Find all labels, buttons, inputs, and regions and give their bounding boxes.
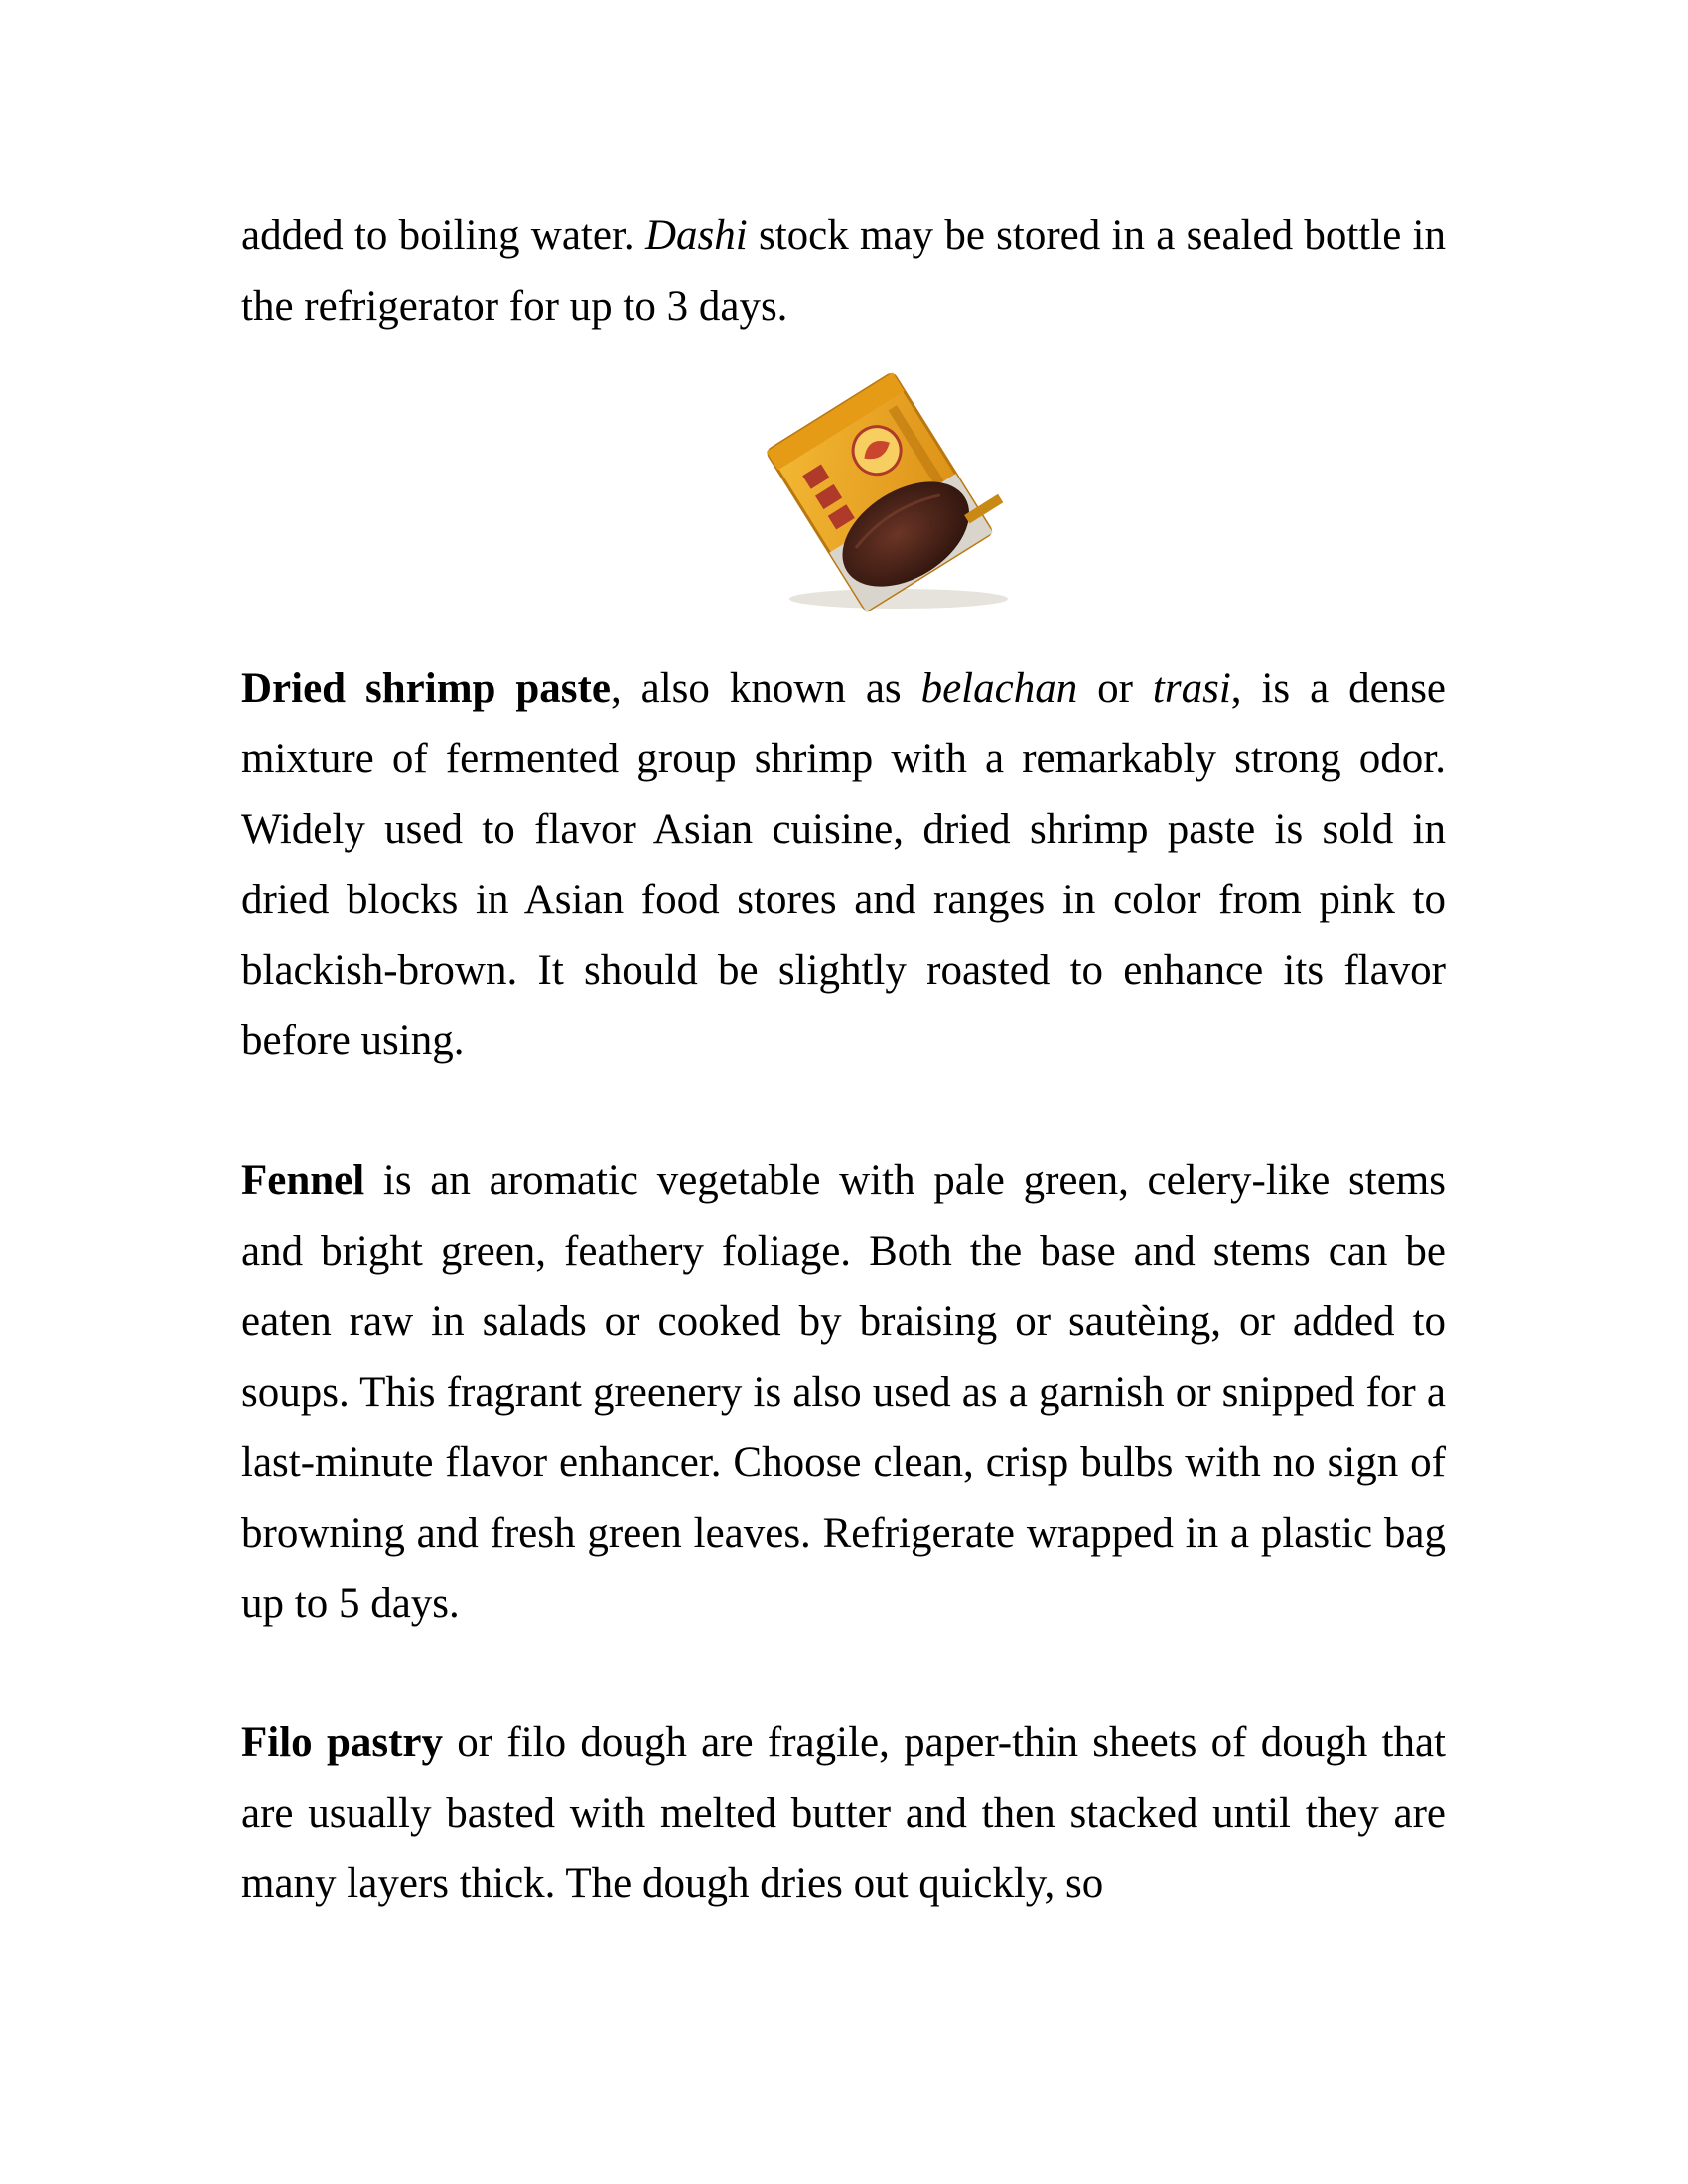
- text-run: added to boiling water.: [241, 212, 645, 259]
- text-run: is an aromatic vegetable with pale green, celery-like stems and bright green, feathery foliage. Both the base and stems can be eaten raw in salads or cooked by braising or sautèing, or added to soups. This fragrant greenery is also used as a garnish or snipped for a last-minute flavor enhancer. Choose clean, crisp bulbs with no sign of browning and fresh green leaves. Refrigerate wrapped in a plastic bag up to 5 days.: [241, 1158, 1446, 1627]
- shrimp-paste-package-icon: [735, 355, 1033, 623]
- paragraph-text: [241, 1707, 1446, 1919]
- italic-term-dashi: Dashi: [644, 212, 748, 259]
- paragraph-text: [241, 201, 1446, 341]
- italic-term-belachan: belachan: [920, 665, 1078, 712]
- text-run: or: [1077, 665, 1153, 712]
- text-run: , is a dense mixture of fermented group shrimp with a remarkably strong odor. Widely used to flavor Asian cuisine, dried shrimp paste is sold in dried blocks in Asian food stores and ranges in color from pink to blackish-brown. It should be slightly roasted to enhance its flavor before using.: [241, 665, 1447, 1064]
- paragraph-fennel: [241, 1146, 1446, 1639]
- paragraph-text: [241, 653, 1446, 1076]
- bold-term-dried-shrimp-paste: Dried shrimp paste: [241, 665, 611, 712]
- paragraph-dried-shrimp-paste: [241, 653, 1446, 1076]
- bold-term-fennel: Fennel: [241, 1158, 365, 1204]
- italic-term-trasi: trasi: [1152, 665, 1231, 712]
- paragraph-dashi-continuation: [241, 201, 1446, 341]
- text-run: or filo dough are fragile, paper-thin sheets of dough that are usually basted with melted butter and then stacked until they are many layers thick. The dough dries out quickly, so: [241, 1719, 1446, 1907]
- text-run: , also known as: [610, 665, 921, 712]
- bold-term-filo-pastry: Filo pastry: [241, 1719, 443, 1766]
- paragraph-filo-pastry: [241, 1707, 1446, 1919]
- paragraph-text: [241, 1146, 1446, 1639]
- text-run: stock may be stored in a sealed bottle in the refrigerator for up to 3 days.: [241, 212, 1447, 330]
- shrimp-paste-package-image: [735, 355, 1033, 623]
